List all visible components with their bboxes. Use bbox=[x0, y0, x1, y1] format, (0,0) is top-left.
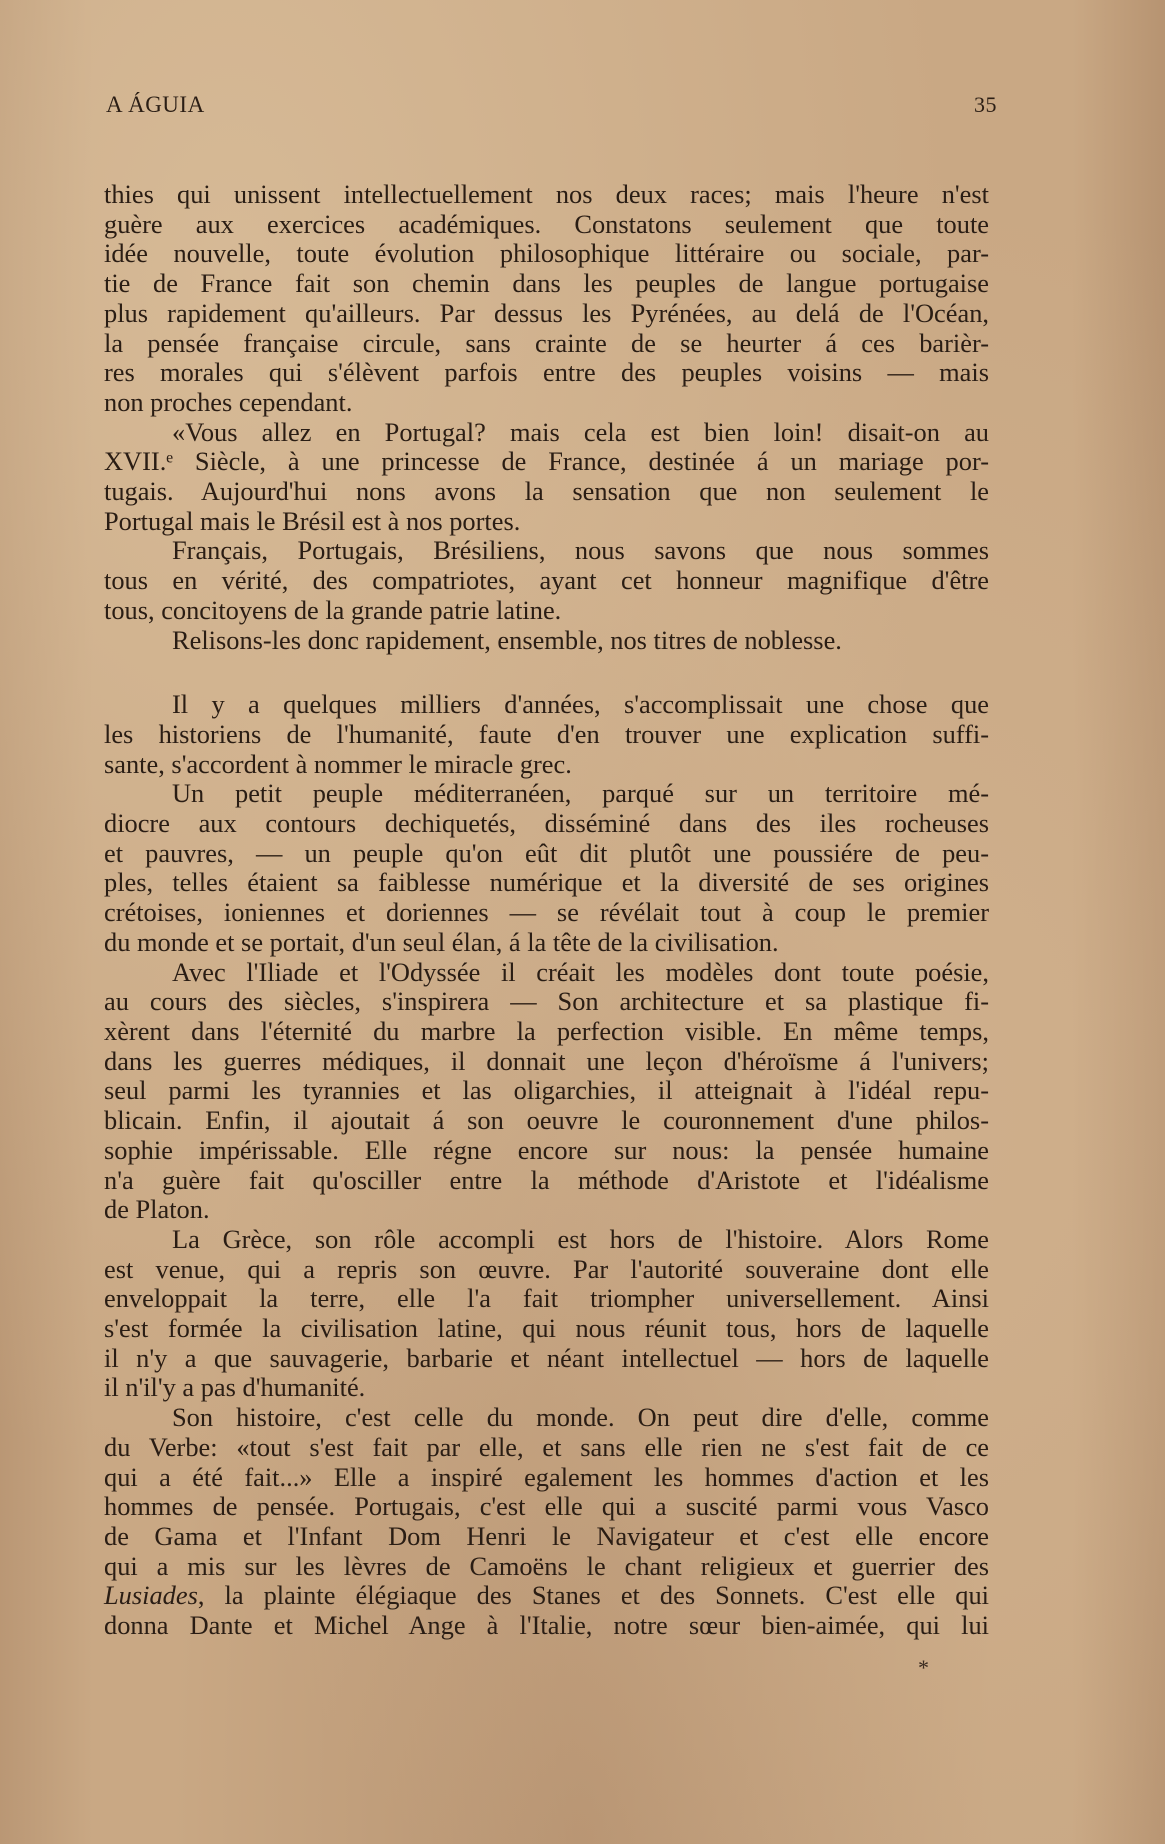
text-line: diocre aux contours dechiquetés, disséminé dans des iles rocheuses bbox=[104, 808, 989, 839]
paragraph bbox=[104, 418, 989, 537]
text-line: au cours des siècles, s'inspirera — Son architecture et sa plastique fi- bbox=[104, 986, 989, 1017]
text-line: plus rapidement qu'ailleurs. Par dessus les Pyrénées, au delá de l'Océan, bbox=[104, 297, 989, 328]
text-line: Avec l'Iliade et l'Odyssée il créait les modèles dont toute poésie, bbox=[172, 956, 989, 987]
text-line: sante, s'accordent à nommer le miracle grec. bbox=[104, 748, 572, 779]
text-line: guère aux exercices académiques. Constatons seulement que toute bbox=[104, 208, 989, 239]
text-line: Un petit peuple méditerranéen, parqué sur un territoire mé- bbox=[172, 778, 989, 809]
text-line: et pauvres, — un peuple qu'on eût dit plutôt une poussiére de peu- bbox=[104, 837, 989, 868]
text-line: de Gama et l'Infant Dom Henri le Navigateur et c'est elle encore bbox=[104, 1520, 989, 1551]
text-line: du Verbe: «tout s'est fait par elle, et sans elle rien ne s'est fait de ce bbox=[104, 1431, 989, 1462]
text-line: sophie impérissable. Elle régne encore sur nous: la pensée humaine bbox=[104, 1134, 989, 1165]
text-line: Lusiades, la plainte élégiaque des Stanes et des Sonnets. C'est elle qui bbox=[104, 1580, 989, 1611]
text-line: tous en vérité, des compatriotes, ayant cet honneur magnifique d'être bbox=[104, 565, 989, 596]
text-line: idée nouvelle, toute évolution philosophique littéraire ou sociale, par- bbox=[104, 238, 989, 269]
section-gap bbox=[104, 655, 989, 690]
text-line: est venue, qui a repris son œuvre. Par l'autorité souveraine dont elle bbox=[104, 1253, 989, 1284]
text-line: res morales qui s'élèvent parfois entre des peuples voisins — mais bbox=[104, 357, 989, 388]
journal-title: A ÁGUIA bbox=[106, 92, 205, 117]
page-number: 35 bbox=[974, 92, 997, 117]
text-line: donna Dante et Michel Ange à l'Italie, notre sœur bien-aimée, qui lui bbox=[104, 1610, 989, 1641]
text-line: hommes de pensée. Portugais, c'est elle qui a suscité parmi vous Vasco bbox=[104, 1491, 989, 1522]
paragraph bbox=[104, 1403, 989, 1641]
paragraph bbox=[104, 779, 989, 957]
text-line: du monde et se portait, d'un seul élan, á la tête de la civilisation. bbox=[104, 926, 779, 957]
paragraph bbox=[104, 690, 989, 779]
text-line: ples, telles étaient sa faiblesse numérique et la diversité de ses origines bbox=[104, 867, 989, 898]
text-line: tugais. Aujourd'hui nons avons la sensation que non seulement le bbox=[104, 476, 989, 507]
text-line: La Grèce, son rôle accompli est hors de l'histoire. Alors Rome bbox=[172, 1223, 989, 1254]
text-line: de Platon. bbox=[104, 1194, 210, 1225]
text-line: Son histoire, c'est celle du monde. On peut dire d'elle, comme bbox=[172, 1402, 989, 1433]
text-line: xèrent dans l'éternité du marbre la perfection visible. En même temps, bbox=[104, 1015, 989, 1046]
text-line: les historiens de l'humanité, faute d'en trouver une explication suffi- bbox=[104, 718, 989, 749]
text-line: la pensée française circule, sans crainte de se heurter á ces barièr- bbox=[104, 327, 989, 358]
running-head bbox=[106, 92, 997, 118]
signature-mark: * bbox=[918, 1655, 929, 1680]
text-line: tous, concitoyens de la grande patrie latine. bbox=[104, 594, 562, 625]
text-line: il n'il'y a pas d'humanité. bbox=[104, 1372, 366, 1403]
text-line: Français, Portugais, Brésiliens, nous savons que nous sommes bbox=[172, 535, 989, 566]
text-line: n'a guère fait qu'osciller entre la méthode d'Aristote et l'idéalisme bbox=[104, 1164, 989, 1195]
text-line: seul parmi les tyrannies et las oligarchies, il atteignait à l'idéal repu- bbox=[104, 1075, 989, 1106]
text-line: Relisons-les donc rapidement, ensemble, nos titres de noblesse. bbox=[172, 624, 842, 655]
text-line: non proches cependant. bbox=[104, 386, 353, 417]
text-line: qui a mis sur les lèvres de Camoëns le chant religieux et guerrier des bbox=[104, 1550, 989, 1581]
text-line: s'est formée la civilisation latine, qui nous réunit tous, hors de laquelle bbox=[104, 1313, 989, 1344]
text-line: thies qui unissent intellectuellement nos deux races; mais l'heure n'est bbox=[104, 179, 989, 209]
text-line: crétoises, ioniennes et doriennes — se révélait tout à coup le premier bbox=[104, 897, 989, 928]
text-line: dans les guerres médiques, il donnait une leçon d'héroïsme á l'univers; bbox=[104, 1045, 989, 1076]
italic-title: Lusiades bbox=[104, 1580, 198, 1611]
text-line: tie de France fait son chemin dans les peuples de langue portugaise bbox=[104, 268, 989, 299]
text-line: qui a été fait...» Elle a inspiré egalement les hommes d'action et les bbox=[104, 1461, 989, 1492]
text-line: Il y a quelques milliers d'années, s'accomplissait une chose que bbox=[172, 689, 989, 720]
paragraph bbox=[104, 626, 989, 656]
text-line: il n'y a que sauvagerie, barbarie et néant intellectuel — hors de laquelle bbox=[104, 1342, 989, 1373]
paragraph bbox=[104, 958, 989, 1225]
paragraph bbox=[104, 536, 989, 625]
text-line: enveloppait la terre, elle l'a fait triompher universellement. Ainsi bbox=[104, 1283, 989, 1314]
text-line: blicain. Enfin, il ajoutait á son oeuvre le couronnement d'une philos- bbox=[104, 1105, 989, 1136]
paragraph bbox=[104, 1225, 989, 1403]
text-line: «Vous allez en Portugal? mais cela est bien loin! disait-on au bbox=[172, 416, 989, 447]
body-text bbox=[104, 180, 989, 1641]
text-line: Portugal mais le Brésil est à nos portes. bbox=[104, 505, 521, 536]
paragraph bbox=[104, 180, 989, 418]
text-line: XVII.ᵉ Siècle, à une princesse de France, destinée á un mariage por- bbox=[104, 446, 989, 477]
